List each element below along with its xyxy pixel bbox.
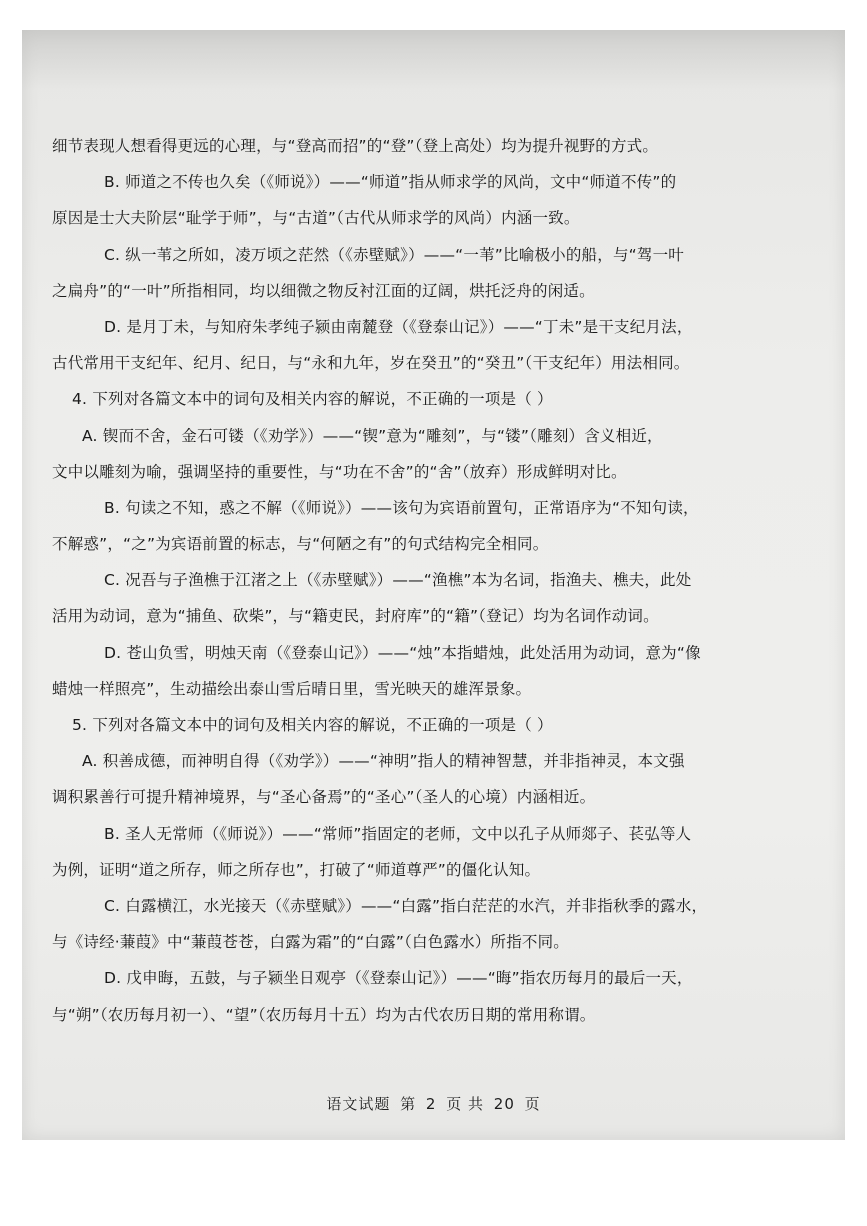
option-line: A. 锲而不舍，金石可镂（《劝学》）——“锲”意为“雕刻”，与“镂”（雕刻）含义相近， [82,426,663,445]
text-line: 古代常用干支纪年、纪月、纪日，与“永和九年，岁在癸丑”的“癸丑”（干支纪年）用法相同。 [52,354,690,373]
text-line: 文中以雕刻为喻，强调坚持的重要性，与“功在不舍”的“舍”（放弃）形成鲜明对比。 [52,462,627,481]
question-5-stem: 5. 下列对各篇文本中的词句及相关内容的解说，不正确的一项是（ ） [72,716,553,734]
footer-total-pages: 20 [493,1095,515,1113]
option-line: C. 白露横江，水光接天（《赤壁赋》）——“白露”指白茫茫的水汽，并非指秋季的露水， [104,896,708,915]
footer-page-prefix: 第 [400,1095,417,1113]
text-line: 之扁舟”的“一叶”所指相同，均以细微之物反衬江面的辽阔，烘托泛舟的闲适。 [52,281,595,300]
text-line: 蜡烛一样照亮”，生动描绘出泰山雪后晴日里，雪光映天的雄浑景象。 [52,679,532,698]
text-line: 不解惑”，“之”为宾语前置的标志，与“何陋之有”的句式结构完全相同。 [52,535,549,554]
footer-page-mid: 页 共 [446,1095,485,1113]
option-line: C. 况吾与子渔樵于江渚之上（《赤壁赋》）——“渔樵”本为名词，指渔夫、樵夫，此处 [104,571,692,590]
text-line: 为例，证明“道之所存，师之所存也”，打破了“师道尊严”的僵化认知。 [52,860,541,879]
question-4-stem: 4. 下列对各篇文本中的词句及相关内容的解说，不正确的一项是（ ） [72,390,553,409]
footer-page-number: 2 [425,1095,437,1113]
option-line: B. 圣人无常师（《师说》）——“常师”指固定的老师，文中以孔子从师郯子、苌弘等人 [104,824,692,843]
exam-paper-sheet [22,30,845,1140]
option-line: D. 苍山负雪，明烛天南（《登泰山记》）——“烛”本指蜡烛，此处活用为动词，意为“像 [104,643,701,662]
option-line: A. 积善成德，而神明自得（《劝学》）——“神明”指人的精神智慧，并非指神灵，本文强 [82,752,685,771]
option-line: D. 是月丁未，与知府朱孝纯子颍由南麓登（《登泰山记》）——“丁未”是干支纪月法， [104,317,693,336]
text-line: 与“朔”（农历每月初一）、“望”（农历每月十五）均为古代农历日期的常用称谓。 [52,1005,596,1024]
text-line: 与《诗经·蒹葭》中“蒹葭苍苍，白露为霜”的“白露”（白色露水）所指不同。 [52,933,569,952]
text-line: 细节表现人想看得更远的心理，与“登高而招”的“登”（登上高处）均为提升视野的方式。 [52,137,659,155]
text-line: 原因是士大夫阶层“耻学于师”，与“古道”（古代从师求学的风尚）内涵一致。 [52,209,580,228]
text-line: 活用为动词，意为“捕鱼、砍柴”，与“籍吏民，封府库”的“籍”（登记）均为名词作动词。 [52,607,659,626]
page-footer [22,1093,845,1114]
exam-text-body [52,128,822,1033]
option-line: C. 纵一苇之所如，凌万顷之茫然（《赤壁赋》）——“一苇”比喻极小的船，与“驾一叶 [104,245,684,264]
text-line: 调积累善行可提升精神境界，与“圣心备焉”的“圣心”（圣人的心境）内涵相近。 [52,788,596,807]
footer-page-suffix: 页 [524,1095,541,1113]
footer-subject: 语文试题 [326,1095,391,1113]
option-line: B. 师道之不传也久矣（《师说》）——“师道”指从师求学的风尚，文中“师道不传”的 [104,173,677,192]
option-line: B. 句读之不知，惑之不解（《师说》）——该句为宾语前置句，正常语序为“不知句读， [104,498,699,517]
option-line: D. 戊申晦，五鼓，与子颍坐日观亭（《登泰山记》）——“晦”指农历每月的最后一天， [104,969,693,988]
